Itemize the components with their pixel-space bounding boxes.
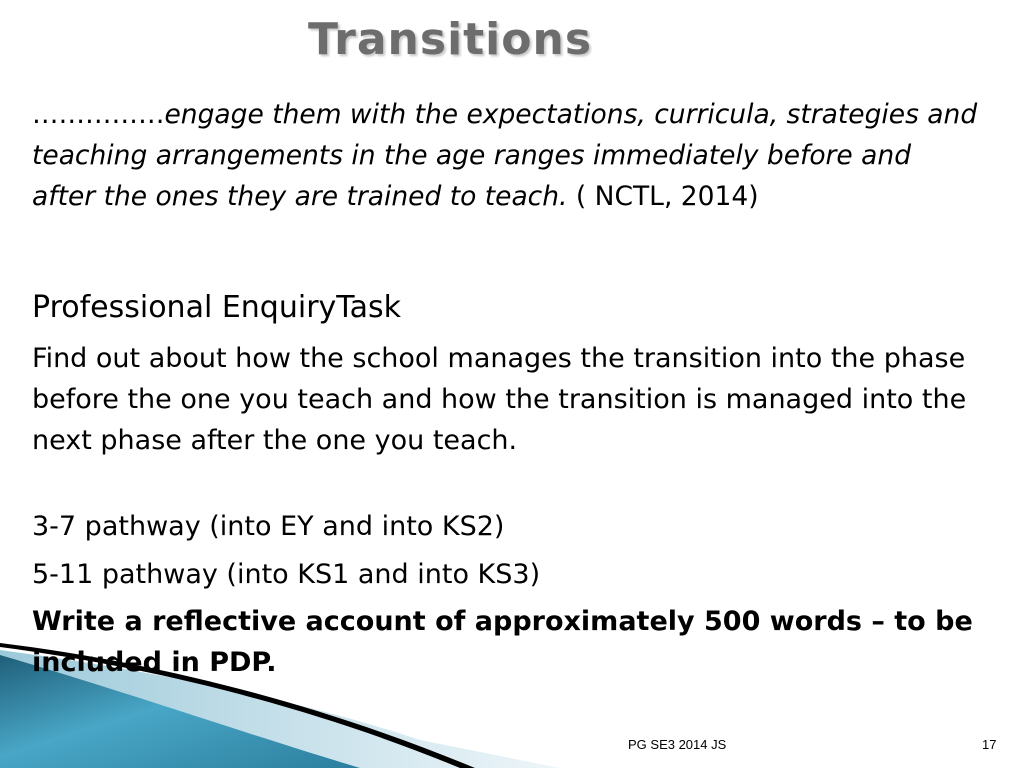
task-heading: Professional EnquiryTask xyxy=(32,290,402,325)
reflective-account-instruction: Write a reflective account of approximately 500 words – to be included in PDP. xyxy=(32,606,973,678)
slide-title: Transitions xyxy=(307,14,593,65)
quote-text: engage them with the expectations, curricula, strategies and teaching arrangements in the age ranges immediately before and after the ones they are trained to teach. xyxy=(32,99,978,212)
quote-leader-dots: …………… xyxy=(32,99,165,130)
pathway-item: 3-7 pathway (into EY and into KS2) xyxy=(32,511,505,542)
footer-label: PG SE3 2014 JS xyxy=(628,737,727,752)
pathway-item: 5-11 pathway (into KS1 and into KS3) xyxy=(32,559,541,590)
page-number: 17 xyxy=(982,737,997,752)
task-body: Find out about how the school manages the transition into the phase before the one you teach and how the transition is managed into the next phase after the one you teach. xyxy=(32,343,967,456)
quote-citation: ( NCTL, 2014) xyxy=(567,181,759,212)
